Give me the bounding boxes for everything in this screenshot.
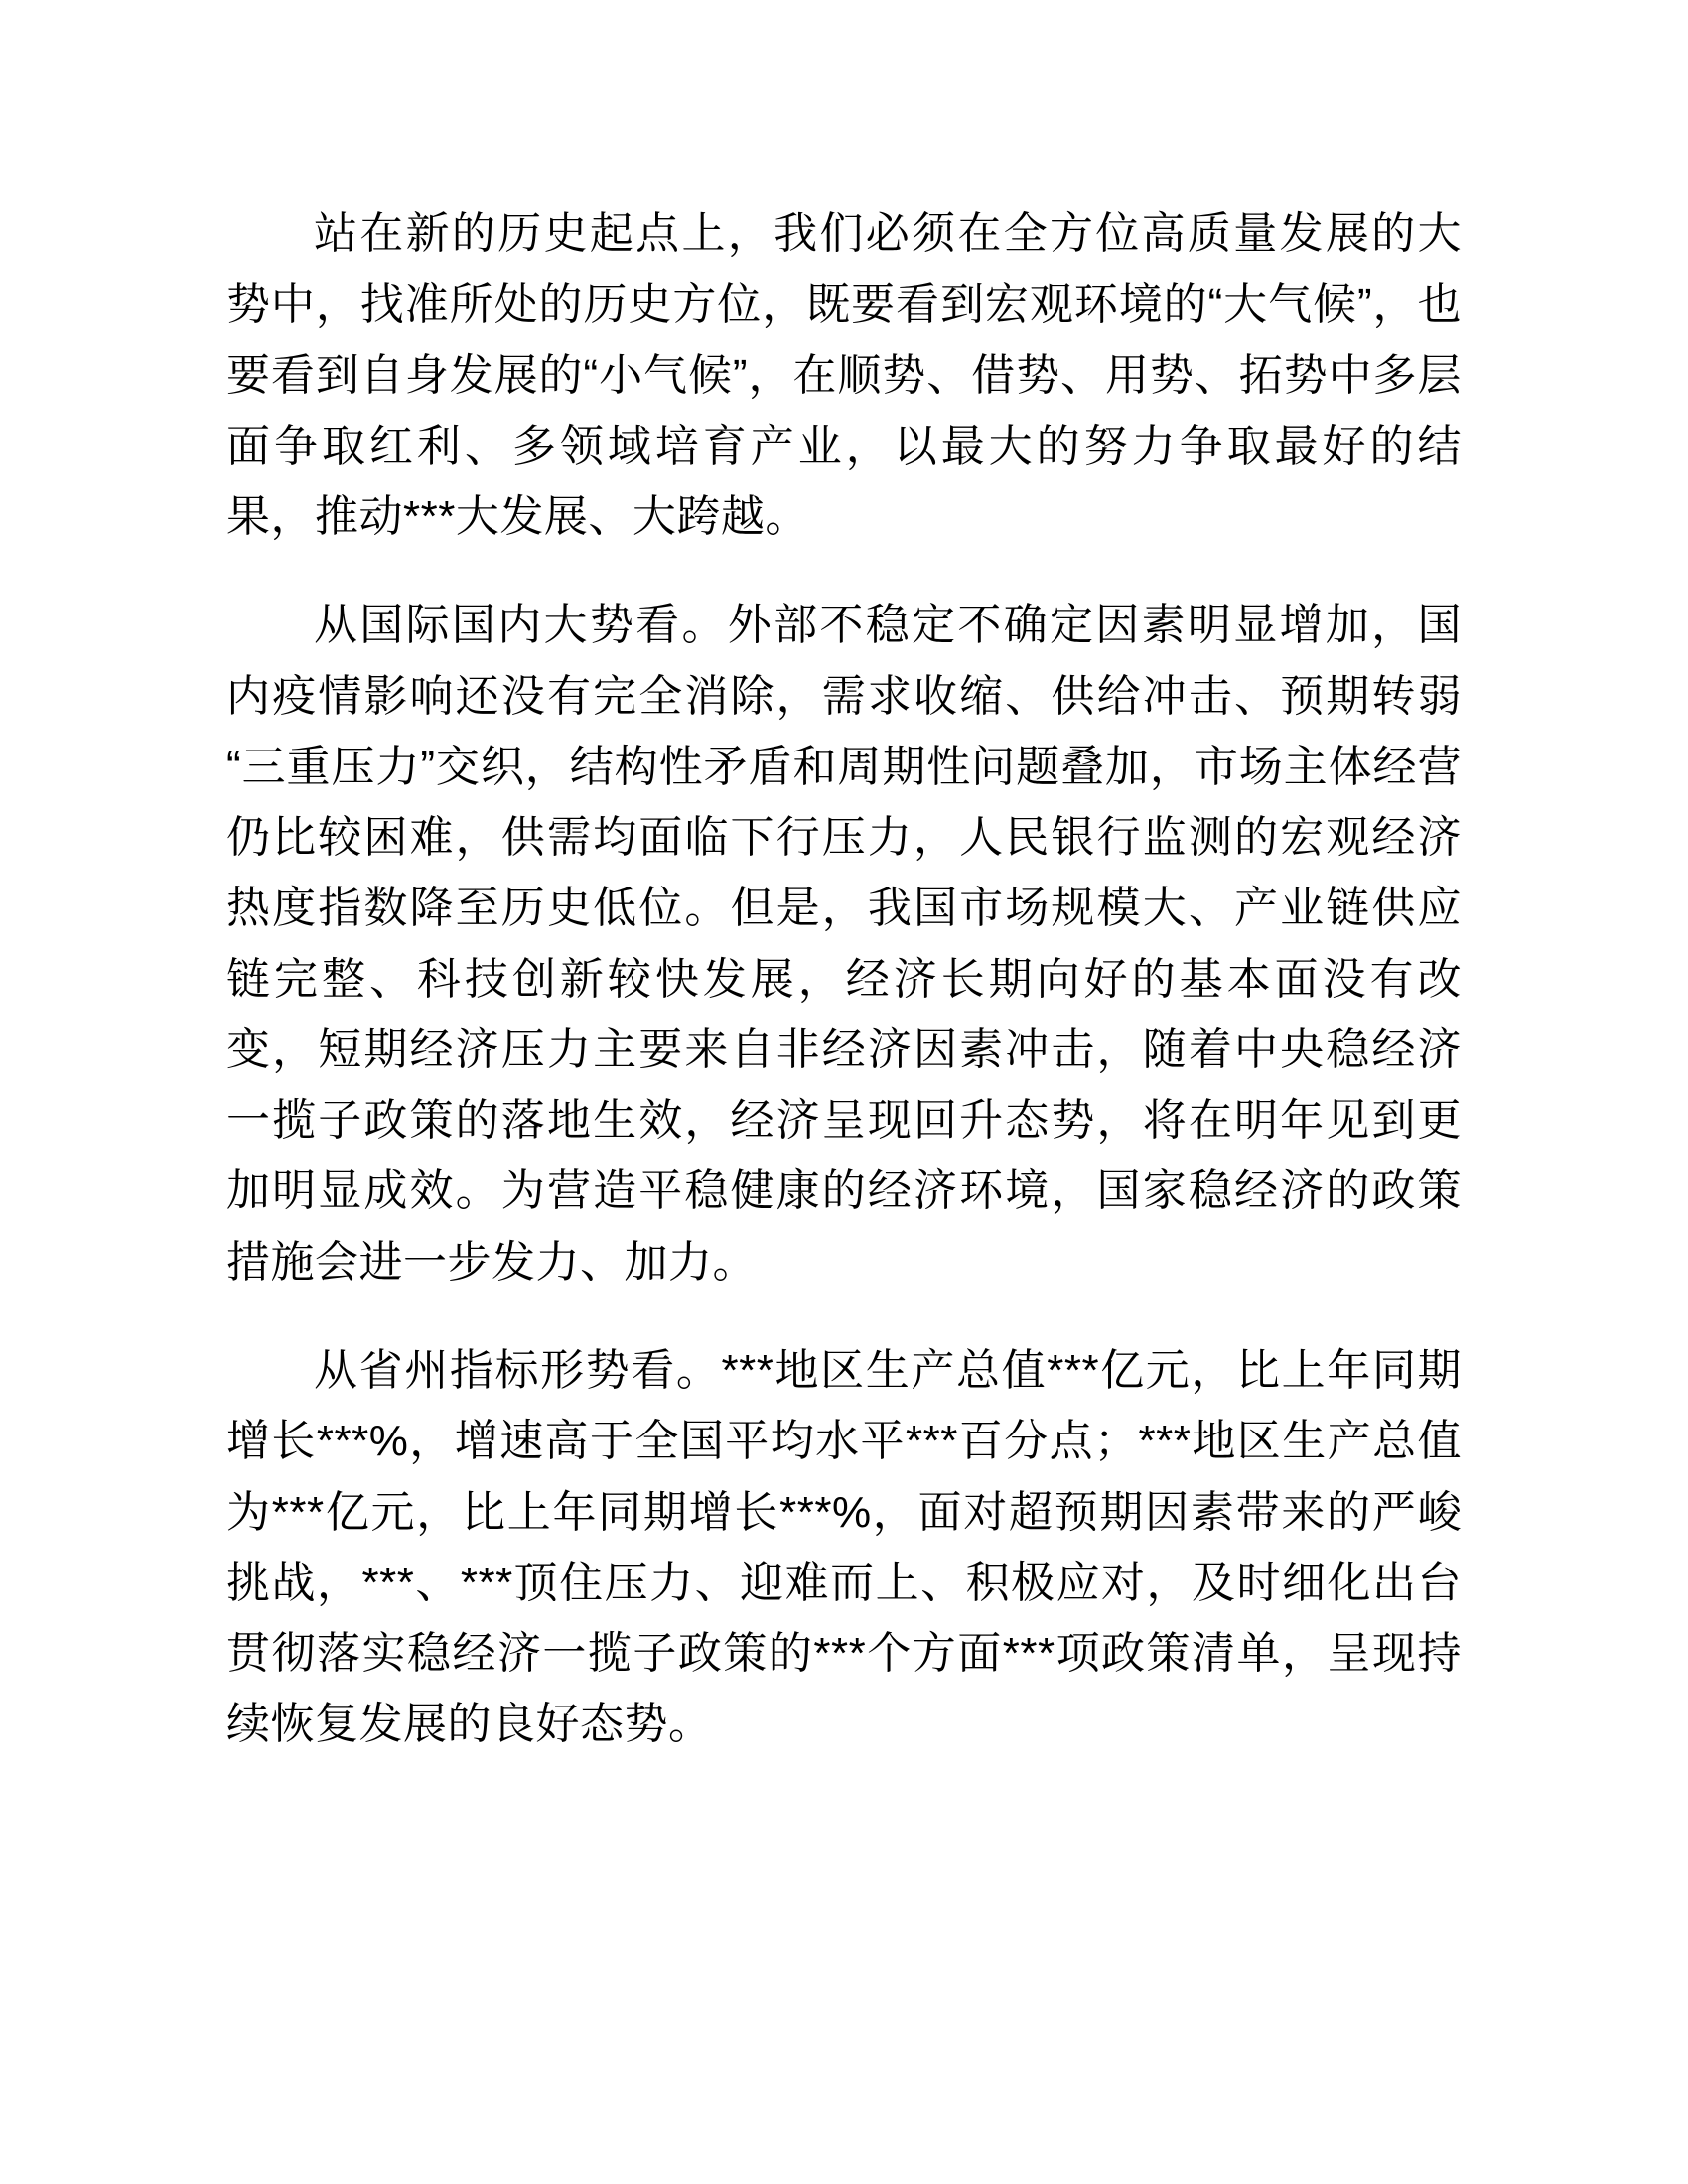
document-body [226,199,1462,1760]
paragraph-3: 从省州指标形势看。***地区生产总值***亿元，比上年同期增长***%，增速高于全国平均水平***百分点；***地区生产总值为***亿元，比上年同期增长***%，面对超预期因素带来的严峻挑战，***、***顶住压力、迎难而上、积极应对，及时细化出台贯彻落实稳经济一揽子政策的***个方面***项政策清单，呈现持续恢复发展的良好态势。 [226,1345,1462,1749]
paragraph-2: 从国际国内大势看。外部不稳定不确定因素明显增加，国内疫情影响还没有完全消除，需求收缩、供给冲击、预期转弱“三重压力”交织，结构性矛盾和周期性问题叠加，市场主体经营仍比较困难，供需均面临下行压力，人民银行监测的宏观经济热度指数降至历史低位。但是，我国市场规模大、产业链供应链完整、科技创新较快发展，经济长期向好的基本面没有改变，短期经济压力主要来自非经济因素冲击，随着中央稳经济一揽子政策的落地生效，经济呈现回升态势，将在明年见到更加明显成效。为营造平稳健康的经济环境，国家稳经济的政策措施会进一步发力、加力。 [226,601,1462,1287]
paragraph-1: 站在新的历史起点上，我们必须在全方位高质量发展的大势中，找准所处的历史方位，既要看到宏观环境的“大气候”，也要看到自身发展的“小气候”，在顺势、借势、用势、拓势中多层面争取红利、多领域培育产业，以最大的努力争取最好的结果，推动***大发展、大跨越。 [226,209,1462,542]
